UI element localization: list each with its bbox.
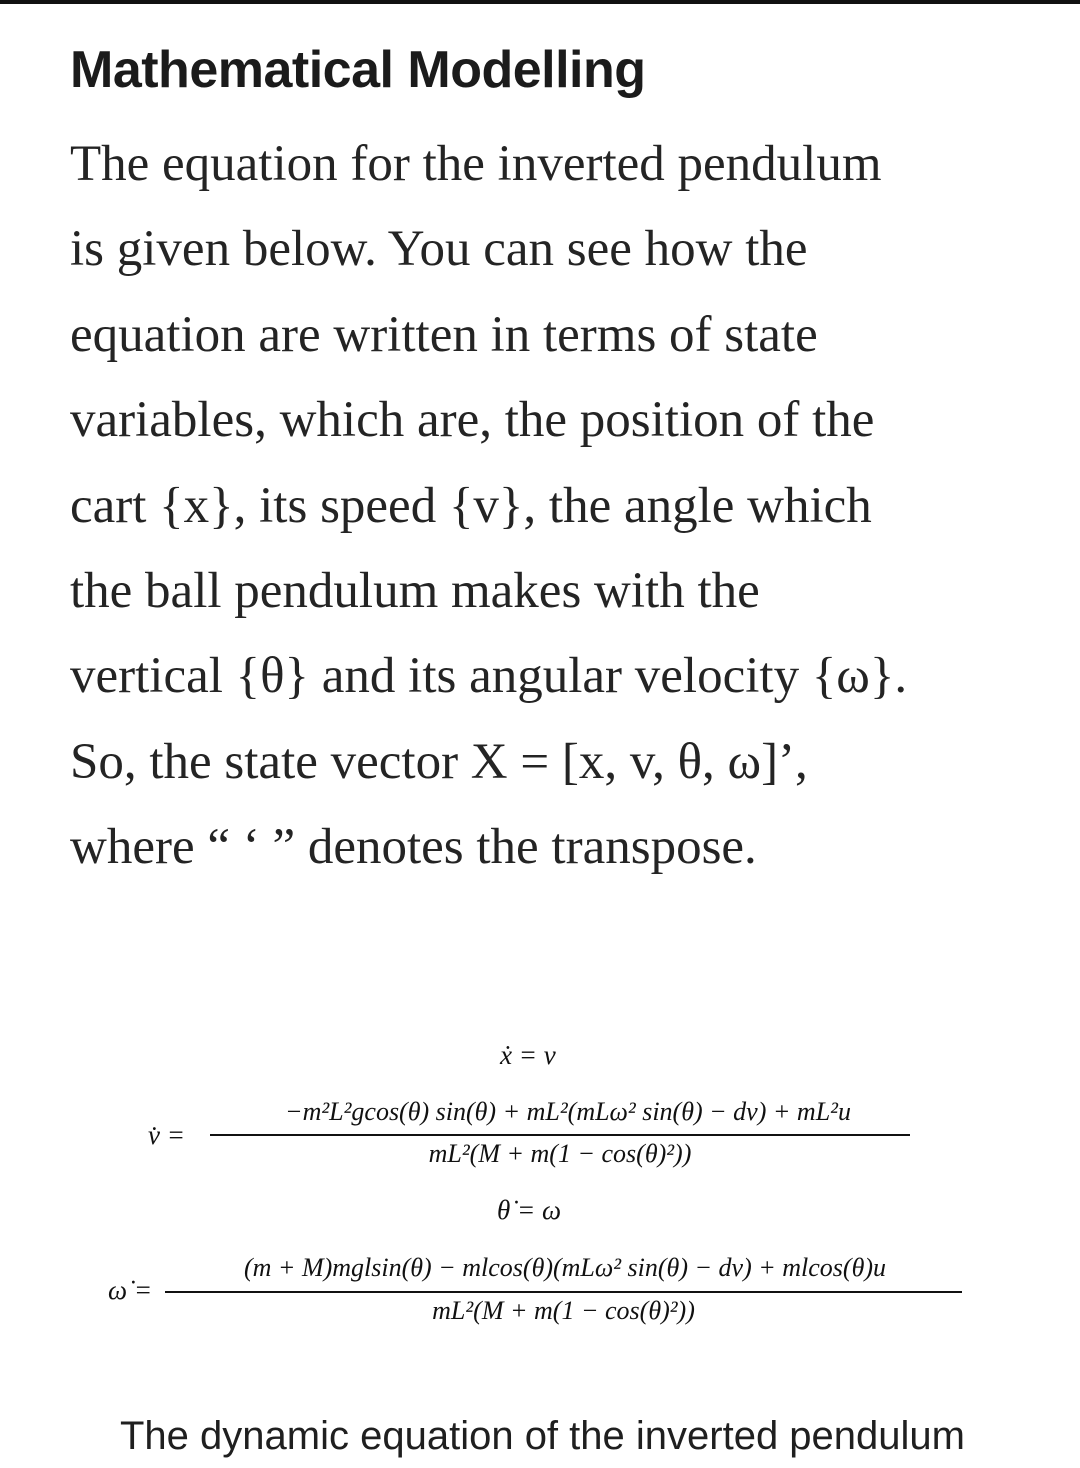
- paragraph-line: So, the state vector X = [x, v, θ, ω]’,: [70, 733, 808, 790]
- equation-x-dot: ẋ = v: [500, 1040, 556, 1070]
- fraction-bar: [165, 1291, 962, 1293]
- equation-v-dot-numerator: −m²L²gcos(θ) sin(θ) + mL²(mLω² sin(θ) − dv) + mL²u: [285, 1097, 851, 1126]
- paragraph-line: cart {x}, its speed {v}, the angle which: [70, 477, 872, 534]
- section-heading: Mathematical Modelling: [70, 41, 646, 99]
- equation-omega-dot-numerator: (m + M)mglsin(θ) − mlcos(θ)(mLω² sin(θ) − dv) + mlcos(θ)u: [243, 1253, 887, 1282]
- figure-caption: The dynamic equation of the inverted pendulum: [120, 1414, 965, 1458]
- paragraph-line: the ball pendulum makes with the: [70, 563, 760, 620]
- paragraph-line: is given below. You can see how the: [70, 221, 808, 278]
- equation-omega-dot-denominator: mL²(M + m(1 − cos(θ)²)): [432, 1296, 695, 1325]
- paragraph-line: variables, which are, the position of the: [70, 392, 875, 449]
- equation-omega-dot-lhs: ω̇ =: [108, 1275, 153, 1305]
- paragraph-line: equation are written in terms of state: [70, 306, 818, 363]
- paragraph-line: vertical {θ} and its angular velocity {ω}.: [70, 648, 908, 705]
- paragraph-line: where “ ‘ ” denotes the transpose.: [70, 819, 757, 876]
- equation-v-dot-lhs: v̇ =: [148, 1120, 185, 1150]
- paragraph-line: The equation for the inverted pendulum: [70, 136, 882, 192]
- equation-theta-dot: θ̇ = ω: [497, 1195, 562, 1225]
- equation-v-dot-denominator: mL²(M + m(1 − cos(θ)²)): [428, 1139, 692, 1168]
- fraction-bar: [210, 1134, 910, 1136]
